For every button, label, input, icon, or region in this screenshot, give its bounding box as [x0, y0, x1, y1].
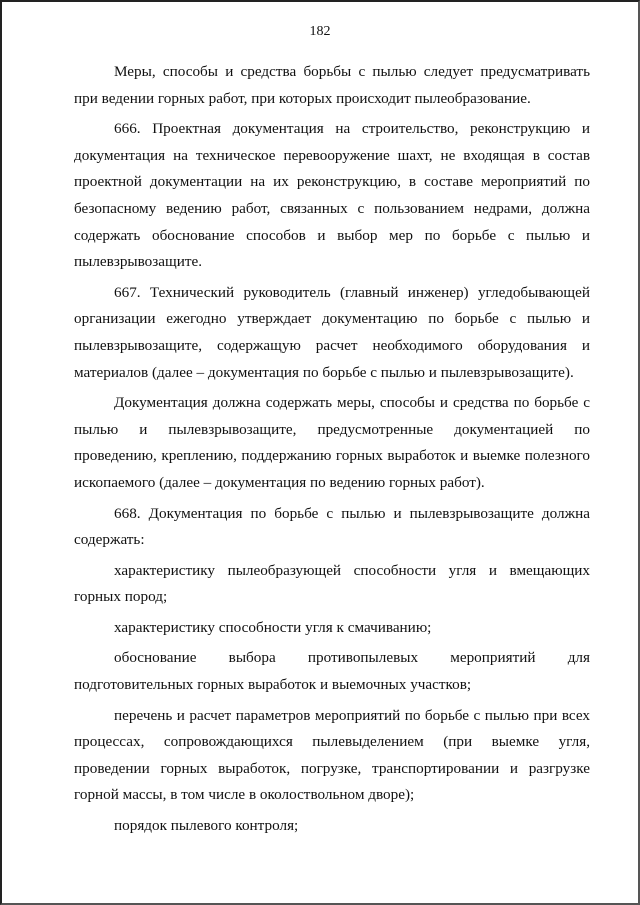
list-item-wetting: характеристику способности угля к смачиванию; — [114, 618, 432, 636]
list-item-calculation: перечень и расчет параметров мероприятий по борьбе с пылью при всех процессах, сопровождающихся пылевыделением (при выемке угля, проведении горных выработок, погрузке, транспортировании и разгрузке горной массы, в том числе в околоствольном дворе); — [74, 706, 590, 804]
list-item-dust-forming: характеристику пылеобразующей способности угля и вмещающих горных пород; — [74, 561, 590, 606]
paragraph-666: 666. Проектная документация на строительство, реконструкцию и документация на техническое перевооружение шахт, не входящая в состав проектной документации на их реконструкцию, в составе мероприятий по безопасному ведению работ, связанных с пользованием недрами, должна содержать обоснование способов и выбор мер по борьбе с пылью и пылевзрывозащите. — [74, 120, 590, 271]
page-number: 182 — [309, 24, 331, 39]
paragraph-dust-measures: Меры, способы и средства борьбы с пылью следует предусматривать при ведении горных работ, при которых происходит пылеобразование. — [74, 63, 590, 107]
list-item-justification: обоснование выбора противопылевых мероприятий для подготовительных горных выработок и выемочных участков; — [74, 649, 590, 694]
paragraph-667: 667. Технический руководитель (главный инженер) угледобывающей организации ежегодно утверждает документацию по борьбе с пылью и пылевзрывозащите, содержащую расчет необходимого оборудования и материалов (далее – документация по борьбе с пылью и пылевзрывозащите). — [74, 283, 590, 381]
paragraph-668: 668. Документация по борьбе с пылью и пылевзрывозащите должна содержать: — [74, 504, 590, 549]
paragraph-documentation-content: Документация должна содержать меры, способы и средства по борьбе с пылью и пылевзрывозащите, предусмотренные документацией по проведению, креплению, поддержанию горных выработок и выемке полезного ископаемого (далее – документация по ведению горных работ). — [74, 394, 590, 491]
list-item-dust-control: порядок пылевого контроля; — [114, 817, 299, 835]
document-body — [74, 59, 590, 840]
